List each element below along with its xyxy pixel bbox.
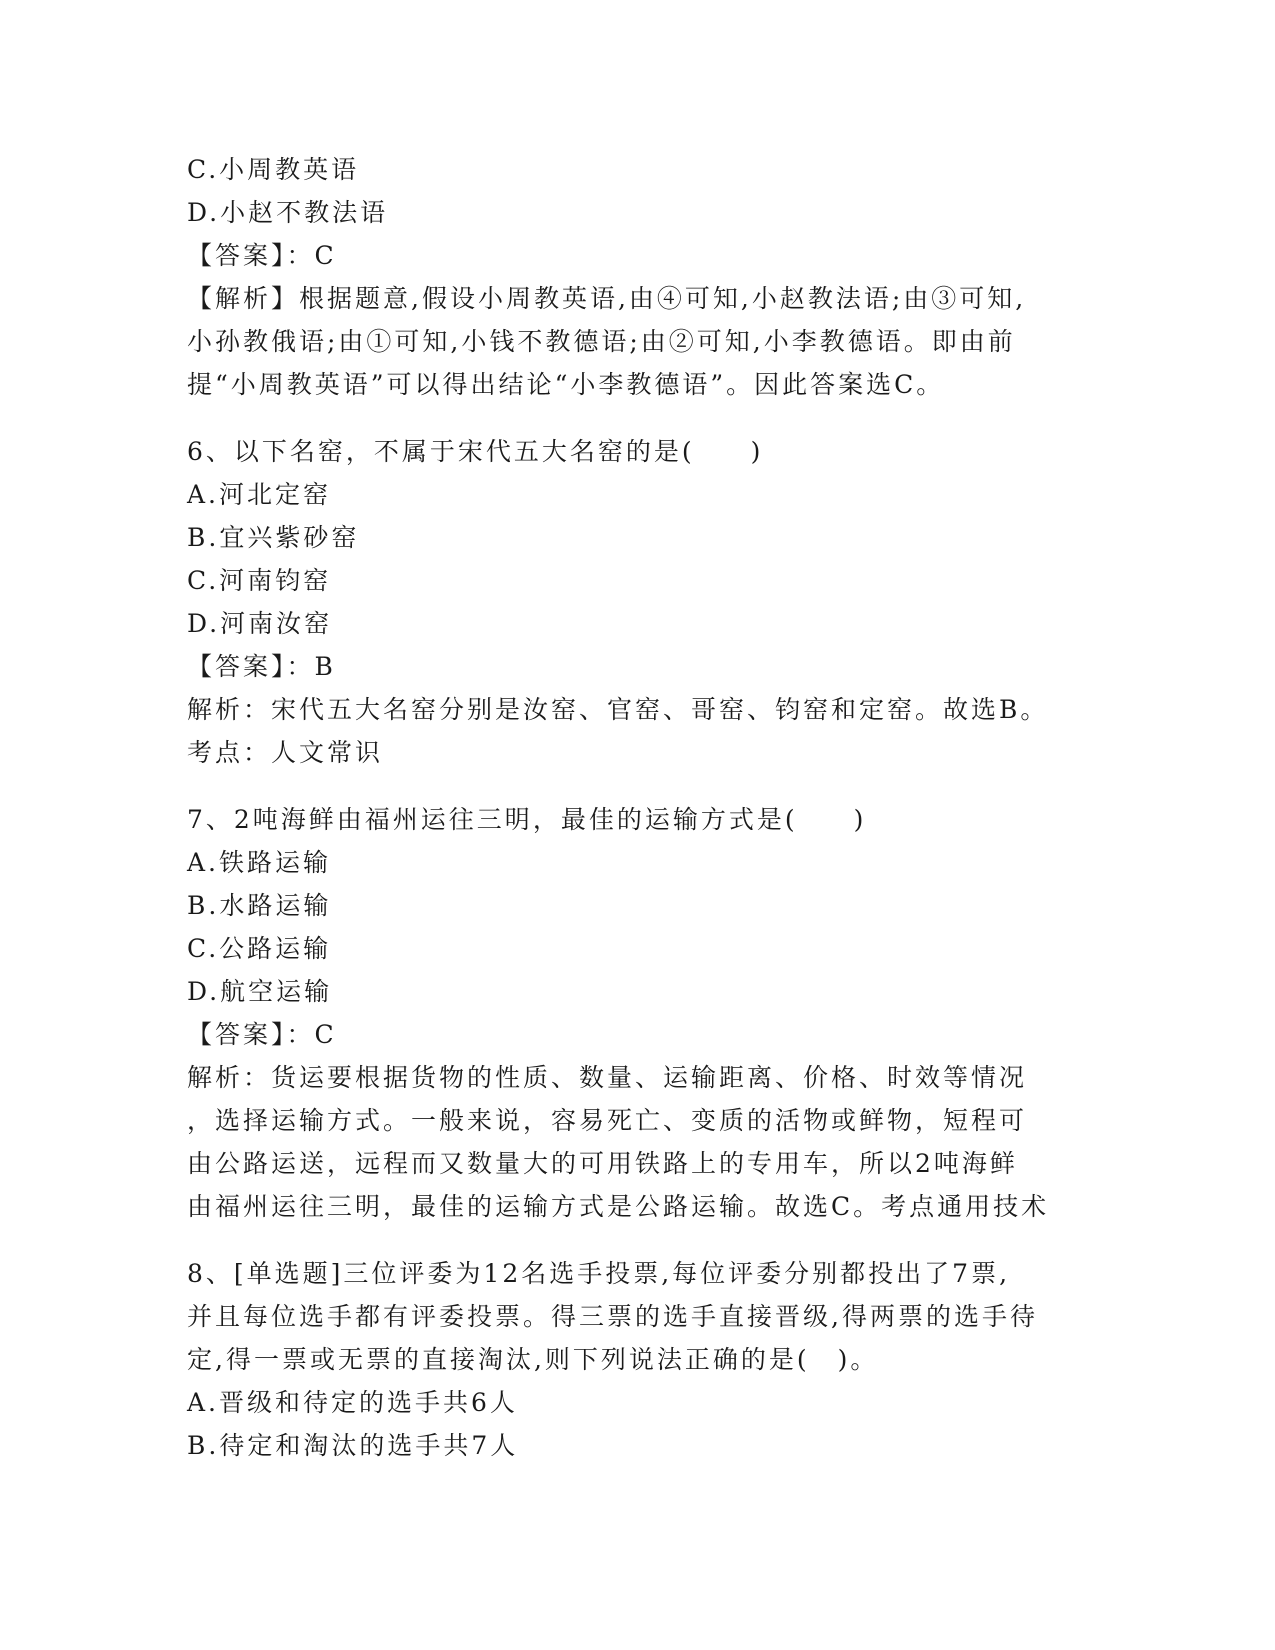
q7-analysis-line: 由福州运往三明，最佳的运输方式是公路运输。故选C。考点通用技术 <box>187 1192 1050 1221</box>
q5-analysis-line: 【解析】根据题意,假设小周教英语,由④可知,小赵教法语;由③可知, <box>187 284 1027 313</box>
q6-option-c: C.河南钧窑 <box>187 566 332 595</box>
q7-option-d: D.航空运输 <box>187 977 333 1006</box>
q6-analysis-line: 解析：宋代五大名窑分别是汝窑、官窑、哥窑、钧窑和定窑。故选B。 <box>187 695 1049 724</box>
q7-question: 7、2吨海鲜由福州运往三明，最佳的运输方式是( ) <box>187 805 867 834</box>
q6-analysis-line: 考点：人文常识 <box>187 738 384 767</box>
q7-analysis-line: 解析：货运要根据货物的性质、数量、运输距离、价格、时效等情况 <box>187 1063 1028 1092</box>
q7-answer: 【答案】：C <box>187 1020 337 1049</box>
q7-option-b: B.水路运输 <box>187 891 332 920</box>
q5-option-d: D.小赵不教法语 <box>187 198 389 227</box>
q8-question-line: 8、[单选题]三位评委为12名选手投票,每位评委分别都投出了7票, <box>187 1259 1011 1288</box>
q8-option-b: B.待定和淘汰的选手共7人 <box>187 1431 519 1460</box>
q7-analysis-line: 由公路运送，远程而又数量大的可用铁路上的专用车，所以2吨海鲜 <box>187 1149 1018 1178</box>
q5-answer: 【答案】：C <box>187 241 337 270</box>
q6-option-a: A.河北定窑 <box>187 480 332 509</box>
q6-answer: 【答案】：B <box>187 652 336 681</box>
document-page <box>187 148 1087 1467</box>
q7-option-c: C.公路运输 <box>187 934 332 963</box>
q5-analysis-line: 小孙教俄语;由①可知,小钱不教德语;由②可知,小李教德语。即由前 <box>187 327 1016 356</box>
q8-option-a: A.晋级和待定的选手共6人 <box>187 1388 518 1417</box>
q7-option-a: A.铁路运输 <box>187 848 332 877</box>
q5-analysis-line: 提“小周教英语”可以得出结论“小李教德语”。因此答案选C。 <box>187 370 945 399</box>
q8-question-line: 定,得一票或无票的直接淘汰,则下列说法正确的是( )。 <box>187 1345 879 1374</box>
q8-question-line: 并且每位选手都有评委投票。得三票的选手直接晋级,得两票的选手待 <box>187 1302 1038 1331</box>
q6-option-b: B.宜兴紫砂窑 <box>187 523 360 552</box>
q5-option-c: C.小周教英语 <box>187 155 360 184</box>
q6-option-d: D.河南汝窑 <box>187 609 333 638</box>
q6-question: 6、以下名窑，不属于宋代五大名窑的是( ) <box>187 437 764 466</box>
q7-analysis-line: ，选择运输方式。一般来说，容易死亡、变质的活物或鲜物，短程可 <box>187 1106 1028 1135</box>
